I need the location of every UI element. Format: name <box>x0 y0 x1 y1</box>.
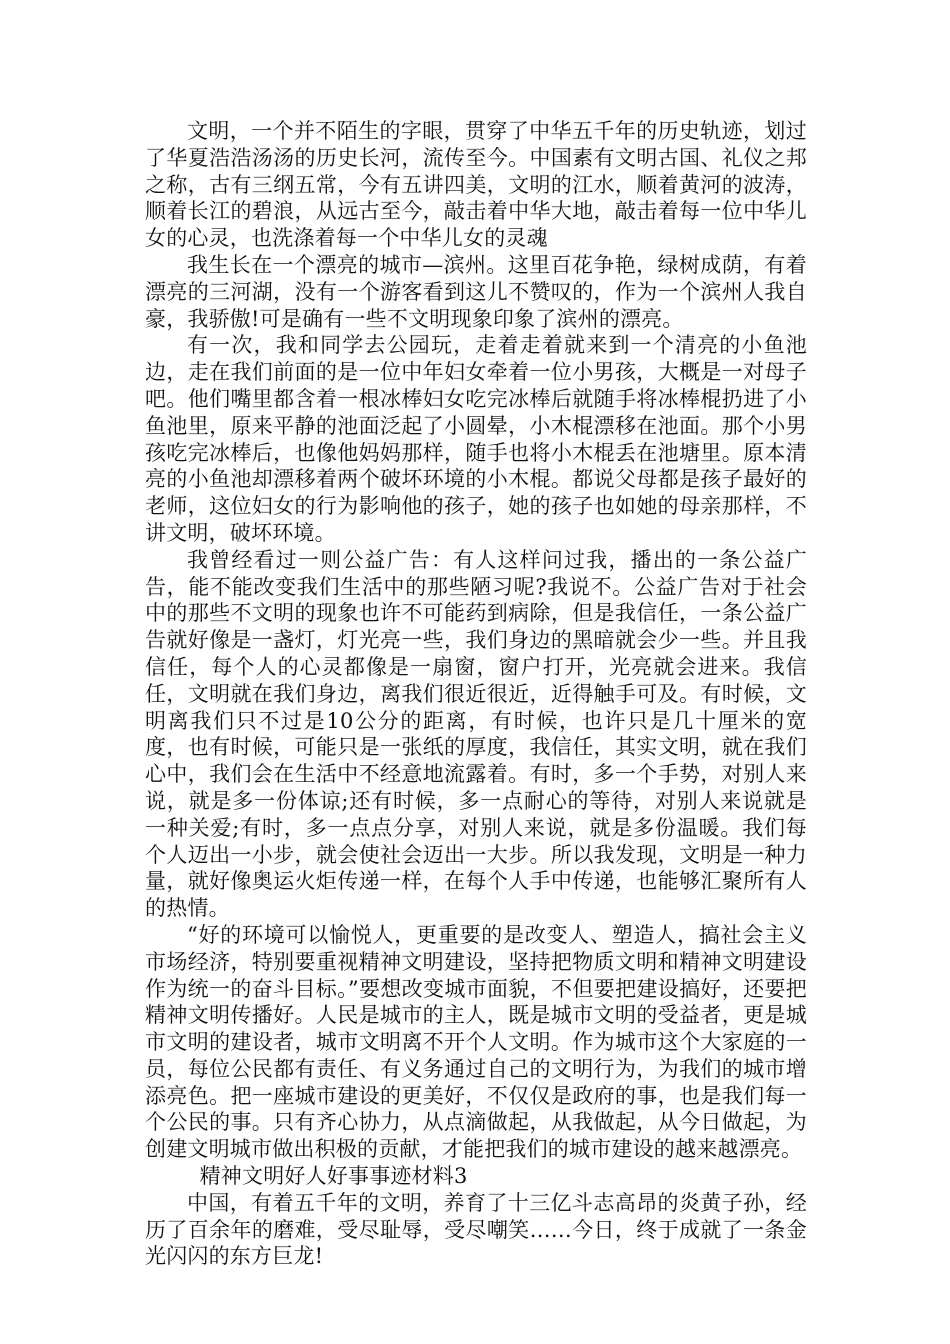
paragraph-civilization-intro: 文明，一个并不陌生的字眼，贯穿了中华五千年的历史轨迹，划过了华夏浩浩汤汤的历史长河，流传至今。中国素有文明古国、礼仪之邦之称，古有三纲五常，今有五讲四美，文明的江水，顺着黄河的波涛，顺着长江的碧浪，从远古至今，敲击着中华大地，敲击着每一位中华儿女的心灵，也洗涤着每一个中华儿女的灵魂 <box>145 119 807 251</box>
paragraph-china-dragon: 中国，有着五千年的文明，养育了十三亿斗志高昂的炎黄子孙，经历了百余年的磨难，受尽耻辱，受尽嘲笑……今日，终于成就了一条金光闪闪的东方巨龙! <box>145 1190 807 1269</box>
section-heading: 精神文明好人好事事迹材料3 <box>199 1164 468 1189</box>
document-body <box>145 118 807 1270</box>
paragraph-binzhou-city: 我生长在一个漂亮的城市—滨州。这里百花争艳，绿树成荫，有着漂亮的三河湖，没有一个游客看到这儿不赞叹的，作为一个滨州人我自豪，我骄傲!可是确有一些不文明现象印象了滨州的漂亮。 <box>145 252 807 331</box>
paragraph-public-ad: 我曾经看过一则公益广告：有人这样问过我，播出的一条公益广告，能不能改变我们生活中的那些陋习呢?我说不。公益广告对于社会中的那些不文明的现象也许不可能药到病除，但是我信任，一条公益广告就好像是一盏灯，灯光亮一些，我们身边的黑暗就会少一些。并且我信任，每个人的心灵都像是一扇窗，窗户打开，光亮就会进来。我信任，文明就在我们身边，离我们很近很近，近得触手可及。有时候，文明离我们只不过是10公分的距离，有时候，也许只是几十厘米的宽度，也有时候，可能只是一张纸的厚度，我信任，其实文明，就在我们心中，我们会在生活中不经意地流露着。有时，多一个手势，对别人来说，就是多一份体谅;还有时候，多一点耐心的等待，对别人来说就是一种关爱;有时，多一点点分享，对别人来说，就是多份温暖。我们每个人迈出一小步，就会使社会迈出一大步。所以我发现，文明是一种力量，就好像奥运火炬传递一样，在每个人手中传递，也能够汇聚所有人的热情。 <box>145 547 807 921</box>
paragraph-park-story: 有一次，我和同学去公园玩，走着走着就来到一个清亮的小鱼池边，走在我们前面的是一位中年妇女牵着一位小男孩，大概是一对母子吧。他们嘴里都含着一根冰棒妇女吃完冰棒后就随手将冰棒棍扔进了小鱼池里，原来平静的池面泛起了小圆晕，小木棍漂移在池面。那个小男孩吃完冰棒后，也像他妈妈那样，随手也将小木棍丢在池塘里。原本清亮的小鱼池却漂移着两个破坏环境的小木棍。都说父母都是孩子最好的老师，这位妇女的行为影响他的孩子，她的孩子也如她的母亲那样，不讲文明，破坏环境。 <box>145 333 807 545</box>
paragraph-city-civilization: “好的环境可以愉悦人，更重要的是改变人、塑造人，搞社会主义市场经济，特别要重视精神文明建设，坚持把物质文明和精神文明建设作为统一的奋斗目标。”要想改变城市面貌，不但要把建设搞好，还要把精神文明传播好。人民是城市的主人，既是城市文明的受益者，更是城市文明的建设者，城市文明离不开个人文明。作为城市这个大家庭的一员，每位公民都有责任、有义务通过自己的文明行为，为我们的城市增添亮色。把一座城市建设的更美好，不仅仅是政府的事，也是我们每一个公民的事。只有齐心协力，从点滴做起，从我做起，从今日做起，为创建文明城市做出积极的贡献，才能把我们的城市建设的越来越漂亮。 <box>145 922 807 1162</box>
